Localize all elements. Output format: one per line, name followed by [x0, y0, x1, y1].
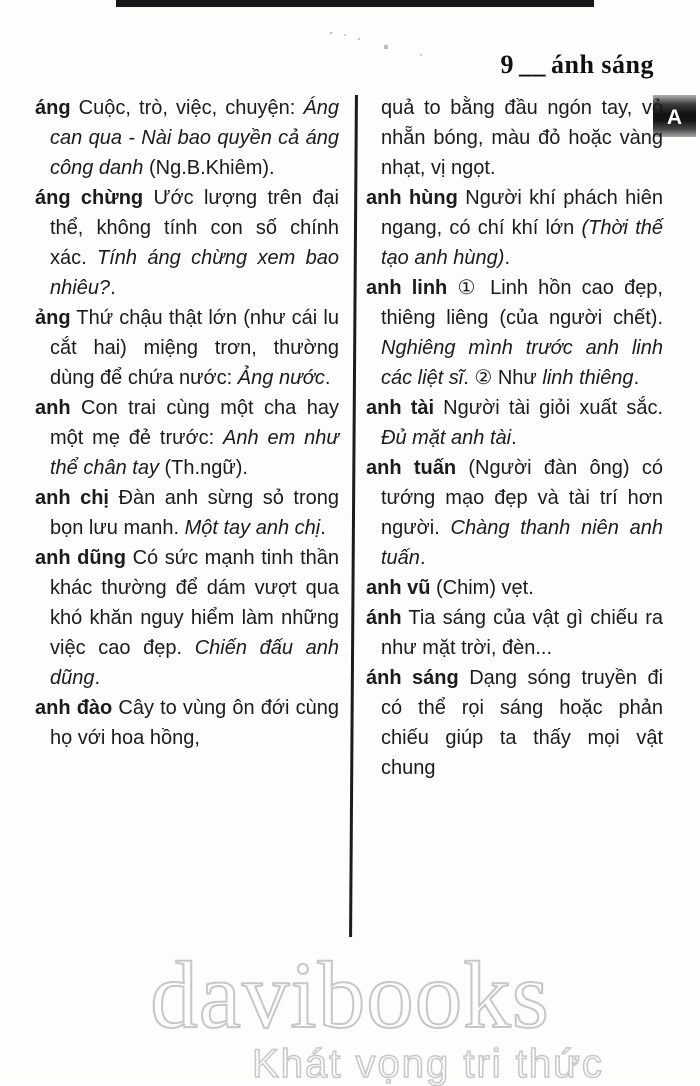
dictionary-entry: ảng Thứ chậu thật lớn (như cái lu cắt hai) miệng trơn, thường dùng để chứa nước: Ảng nước. [35, 307, 339, 389]
dictionary-entry: áng Cuộc, trò, việc, chuyện: Áng can qua - Nài bao quyền cả áng công danh (Ng.B.Khiêm). [35, 97, 339, 179]
dictionary-entry: ánh sáng Dạng sóng truyền đi có thể rọi sáng hoặc phản chiếu giúp ta thấy mọi vật chung [366, 667, 664, 779]
page-number: 9 [500, 50, 514, 79]
entry-continuation: quả to bằng đầu ngón tay, vỏ nhẵn bóng, màu đỏ hoặc vàng nhạt, vị ngọt. [381, 97, 663, 179]
dictionary-entry: anh đào Cây to vùng ôn đới cùng họ với hoa hồng, [35, 697, 339, 749]
dictionary-entry: anh dũng Có sức mạnh tinh thần khác thường để dám vượt qua khó khăn nguy hiểm làm những việc cao đẹp. Chiến đấu anh dũng. [35, 547, 339, 689]
tab-letter: A [666, 106, 683, 129]
left-column [35, 93, 339, 937]
watermark-title: davibooks [150, 942, 550, 1048]
header-separator: __ [519, 50, 546, 79]
watermark [0, 942, 700, 1086]
guide-word: ánh sáng [551, 50, 654, 79]
dictionary-entry: anh Con trai cùng một cha hay một mẹ đẻ trước: Anh em như thể chân tay (Th.ngữ). [35, 397, 340, 479]
dictionary-entry: anh linh ① Linh hồn cao đẹp, thiêng liêng (của người chết). Nghiêng mình trước anh linh các liệt sĩ. ② Như linh thiêng. [366, 277, 663, 389]
text-columns [35, 93, 667, 937]
dictionary-entry: anh chị Đàn anh sừng sỏ trong bọn lưu manh. Một tay anh chị. [35, 487, 340, 539]
page-header [501, 50, 655, 80]
watermark-slogan: Khát vọng tri thức [252, 1042, 604, 1086]
scan-top-strip [116, 0, 594, 7]
dictionary-entry: áng chừng Ước lượng trên đại thể, không tính con số chính xác. Tính áng chừng xem bao nhiêu?. [35, 187, 339, 299]
column-divider [349, 95, 358, 937]
dictionary-entry: anh vũ (Chim) vẹt. [366, 577, 534, 599]
dictionary-entry: anh tuấn (Người đàn ông) có tướng mạo đẹp và tài trí hơn người. Chàng thanh niên anh tuấn. [366, 457, 663, 569]
dictionary-entry: ánh Tia sáng của vật gì chiếu ra như mặt trời, đèn... [366, 607, 663, 659]
dictionary-entry: anh hùng Người khí phách hiên ngang, có chí khí lớn (Thời thế tạo anh hùng). [366, 187, 663, 269]
scan-specks [330, 32, 332, 34]
dictionary-entry: anh tài Người tài giỏi xuất sắc. Đủ mặt anh tài. [366, 397, 663, 449]
right-column [366, 93, 663, 937]
